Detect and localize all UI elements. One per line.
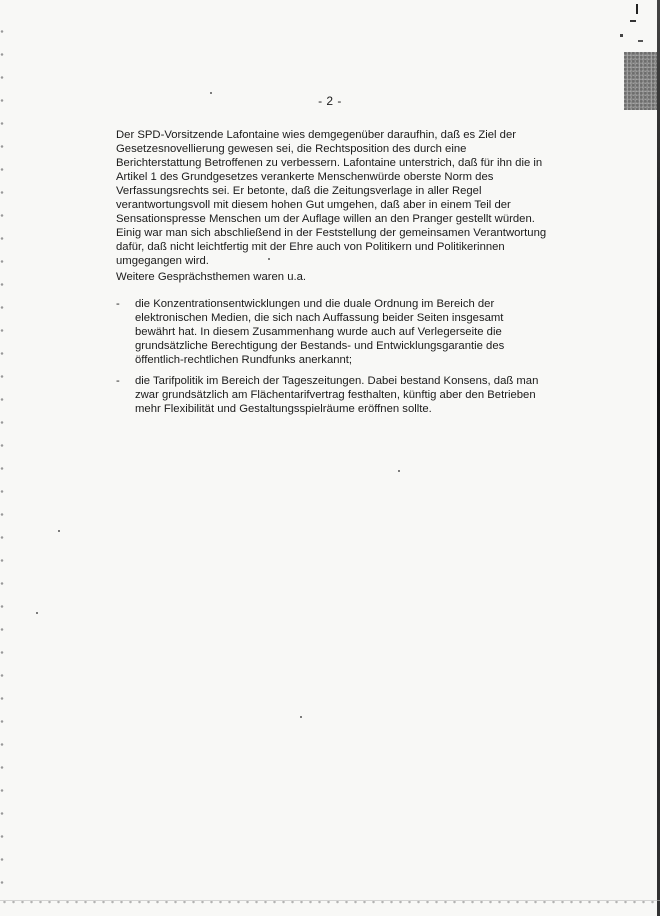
text-line: öffentlich-rechtlichen Rundfunks anerkannt; xyxy=(135,354,353,366)
scan-artifact-marks xyxy=(610,0,650,50)
text-line: zwar grundsätzlich am Flächentarifvertrag festhalten, künftig aber den Betrieben xyxy=(135,389,536,401)
text-line: bewährt hat. In diesem Zusammenhang wurde auch auf Verlegerseite die xyxy=(135,326,502,338)
text-line: verantwortungsvoll mit diesem hohen Gut umgehen, daß aber in einem Teil der xyxy=(116,199,511,211)
text-line: Der SPD-Vorsitzende Lafontaine wies demgegenüber daraufhin, daß es Ziel der xyxy=(116,129,517,141)
scan-speck xyxy=(398,470,400,472)
text-line: Artikel 1 des Grundgesetzes verankerte Menschenwürde oberste Norm des xyxy=(116,171,494,183)
paragraph-topics-intro xyxy=(116,270,556,284)
text-line: Einig war man sich abschließend in der Feststellung der gemeinsamen Verantwortung xyxy=(116,227,547,239)
text-line: die Tarifpolitik im Bereich der Tageszeitungen. Dabei bestand Konsens, daß man xyxy=(135,375,539,387)
list-item-text xyxy=(135,374,538,416)
scan-speck xyxy=(300,716,302,718)
scan-speck xyxy=(36,612,38,614)
bullet-dash: - xyxy=(116,375,120,387)
text-line: Verfassungsrechts sei. Er betonte, daß die Zeitungsverlage in aller Regel xyxy=(116,185,482,197)
text-line: Berichterstattung Betroffenen zu verbessern. Lafontaine unterstrich, daß für ihn die in xyxy=(116,157,543,169)
text-line: Weitere Gesprächsthemen waren u.a. xyxy=(116,271,307,283)
scan-edge-left xyxy=(0,20,4,900)
text-line: dafür, daß nicht leichtfertig mit der Ehre auch von Politikern und Politikerinnen xyxy=(116,241,505,253)
list-item-text xyxy=(135,297,504,367)
scan-edge-bottom xyxy=(0,896,660,908)
text-line: die Konzentrationsentwicklungen und die duale Ordnung im Bereich der xyxy=(135,298,495,310)
page-number: - 2 - xyxy=(318,94,342,108)
text-line: elektronischen Medien, die sich nach Auffassung beider Seiten insgesamt xyxy=(135,312,504,324)
text-line: Gesetzesnovellierung gewesen sei, die Rechtsposition des durch eine xyxy=(116,143,467,155)
bullet-dash: - xyxy=(116,298,120,310)
text-line: grundsätzliche Berechtigung der Bestands- und Entwicklungsgarantie des xyxy=(135,340,505,352)
text-line: mehr Flexibilität und Gestaltungsspielräume eröffnen sollte. xyxy=(135,403,432,415)
text-line: Sensationspresse Menschen um der Auflage willen an den Pranger gestellt würden. xyxy=(116,213,535,225)
paragraph-lafontaine xyxy=(116,128,556,268)
scan-speck xyxy=(58,530,60,532)
text-line: umgegangen wird. xyxy=(116,255,209,267)
